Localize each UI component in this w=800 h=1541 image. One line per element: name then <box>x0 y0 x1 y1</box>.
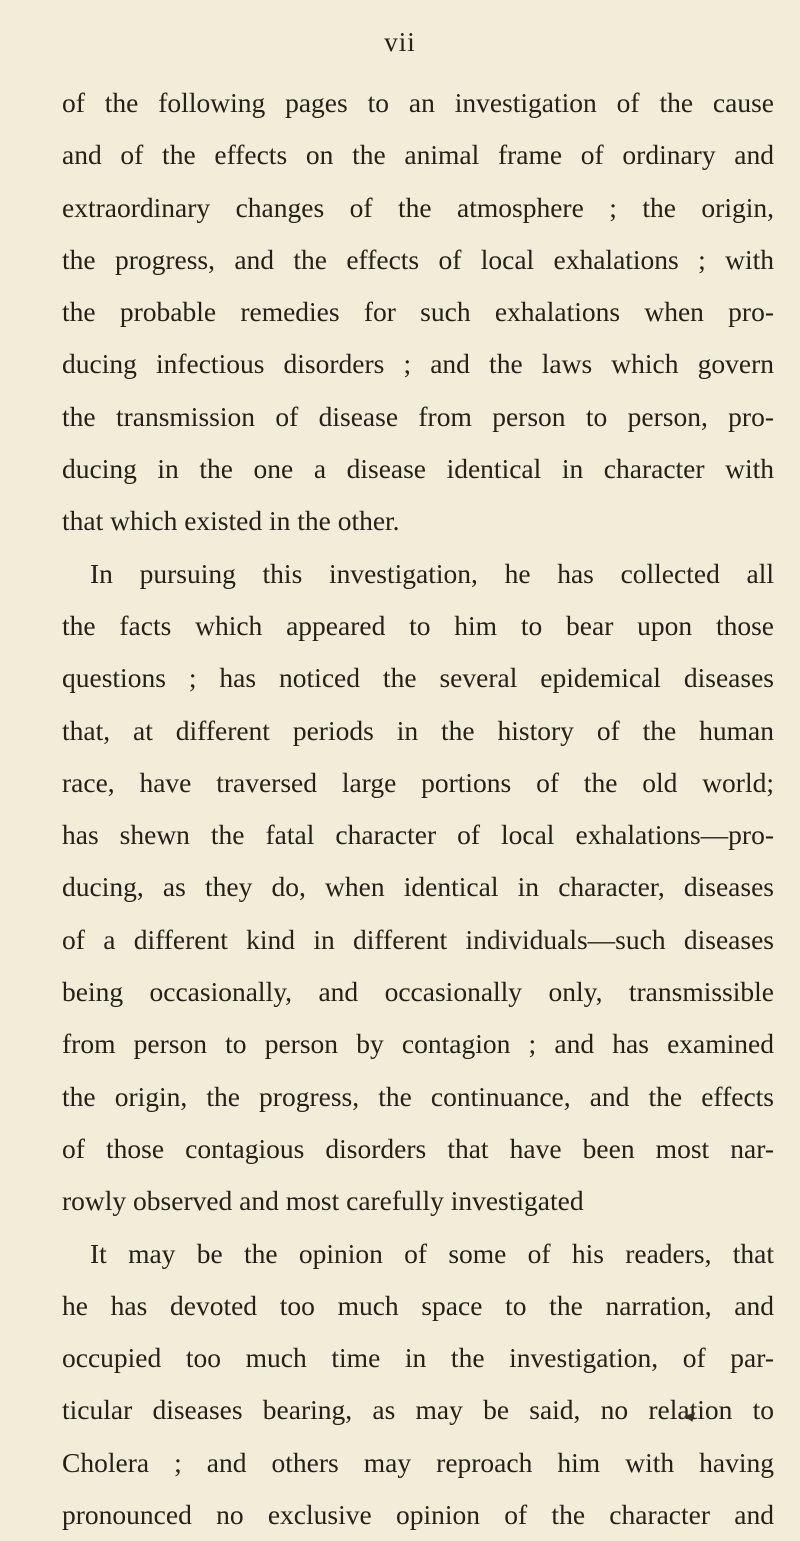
text-line: ducing in the one a disease identical in character with <box>62 453 774 485</box>
text-line: rowly observed and most carefully investigated <box>62 1185 584 1217</box>
text-line: and of the effects on the animal frame of ordinary and <box>62 139 774 171</box>
text-line: It may be the opinion of some of his readers, that <box>90 1237 774 1269</box>
text-line: the origin, the progress, the continuance, and the effects <box>62 1080 774 1112</box>
text-line: of a different kind in different individuals—such diseases <box>62 923 774 955</box>
text-line: ticular diseases bearing, as may be said, no relation to <box>62 1394 774 1426</box>
text-line: ducing infectious disorders ; and the laws which govern <box>62 348 774 380</box>
text-line: race, have traversed large portions of the old world; <box>62 766 774 798</box>
text-line: from person to person by contagion ; and has examined <box>62 1028 774 1060</box>
text-line: pronounced no exclusive opinion of the character and <box>62 1499 774 1531</box>
text-line: has shewn the fatal character of local exhalations—pro- <box>62 819 774 851</box>
text-line: ducing, as they do, when identical in character, diseases <box>62 871 774 903</box>
body-text <box>62 77 774 1541</box>
text-line: In pursuing this investigation, he has collected all <box>90 557 774 589</box>
text-line: that which existed in the other. <box>62 505 400 537</box>
page-number: vii <box>384 27 416 57</box>
text-line: Cholera ; and others may reproach him with having <box>62 1446 774 1478</box>
text-line: the probable remedies for such exhalations when pro- <box>62 296 774 328</box>
text-line: that, at different periods in the history of the human <box>62 714 774 746</box>
text-line: the transmission of disease from person to person, pro- <box>62 400 774 432</box>
text-line: the progress, and the effects of local exhalations ; with <box>62 243 774 275</box>
text-line: being occasionally, and occasionally only, transmissible <box>62 976 774 1008</box>
text-line: extraordinary changes of the atmosphere ; the origin, <box>62 191 774 223</box>
text-line: occupied too much time in the investigation, of par- <box>62 1342 774 1374</box>
text-line: he has devoted too much space to the narration, and <box>62 1289 774 1321</box>
text-line: questions ; has noticed the several epidemical diseases <box>62 662 774 694</box>
text-line: the facts which appeared to him to bear upon those <box>62 609 774 641</box>
text-line: of the following pages to an investigation of the cause <box>62 87 774 118</box>
text-line: of those contagious disorders that have been most nar- <box>62 1132 774 1164</box>
